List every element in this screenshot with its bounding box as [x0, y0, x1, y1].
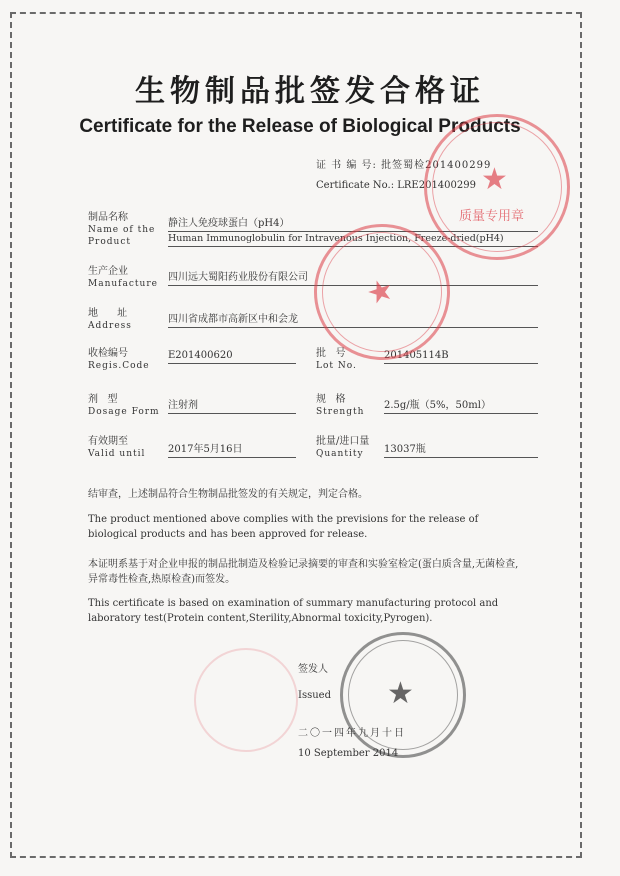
star-icon: ★ — [481, 162, 508, 197]
certificate-number-en-value: LRE201400299 — [397, 180, 476, 191]
basis-cn: 本证明系基于对企业申报的制品批制造及检验记录摘要的审查和实验室检定(蛋白质含量,无菌检查,异常毒性检查,热原检查)而签发。 — [88, 559, 519, 585]
lot-no-value: 201405114B — [384, 350, 538, 364]
issuing-authority-seal-stamp — [340, 632, 466, 758]
manufacture-value: 四川远大蜀阳药业股份有限公司 — [168, 268, 538, 286]
certificate-number-en-label: Certificate No.: — [316, 180, 395, 191]
manufacture-label: 生产企业 Manufacture — [88, 266, 158, 289]
title-english: Certificate for the Release of Biological Products — [79, 116, 521, 137]
product-name-en-value: Human Immunoglobulin for Intravenous Injection, Freeze-dried(pH4) — [168, 233, 538, 247]
dosage-form-value: 注射剂 — [168, 396, 296, 414]
certificate-number-cn-label: 证 书 编 号: — [316, 160, 377, 171]
basis-en: This certificate is based on examination of summary manufacturing protocol and laboratory test(Protein content,Sterility,Abnormal toxicity,Pyrogen). — [88, 598, 499, 624]
address-value: 四川省成都市高新区中和会龙 — [168, 310, 538, 328]
star-icon: ★ — [387, 676, 414, 711]
quality-seal-stamp — [424, 114, 570, 260]
valid-until-value: 2017年5月16日 — [168, 440, 296, 458]
quantity-label: 批量/进口量 Quantity — [316, 436, 370, 459]
certificate-number-cn-value: 批签蜀检201400299 — [381, 160, 492, 171]
address-label: 地 址 Address — [88, 308, 132, 331]
issuer-cn: 签发人 — [298, 664, 328, 675]
conclusion-cn: 结审查，上述制品符合生物制品批签发的有关规定，判定合格。 — [88, 489, 368, 500]
title-chinese: 生物制品批签发合格证 — [135, 74, 485, 109]
strength-label: 规 格 Strength — [316, 394, 365, 417]
issue-date-en: 10 September 2014 — [298, 748, 399, 759]
conclusion-en: The product mentioned above complies with the previsions for the release of biological products and has been approved for release. — [88, 514, 479, 540]
product-name-label: 制品名称 Name of the Product — [88, 212, 156, 247]
faint-seal-stamp — [194, 648, 298, 752]
issuer-en: Issued — [298, 690, 331, 701]
star-icon: ★ — [362, 271, 399, 313]
strength-value: 2.5g/瓶（5%，50ml） — [384, 396, 538, 414]
quantity-value: 13037瓶 — [384, 440, 538, 458]
regis-code-value: E201400620 — [168, 350, 296, 364]
dosage-form-label: 剂 型 Dosage Form — [88, 394, 160, 417]
issue-date-cn: 二〇一四年九月十日 — [298, 728, 406, 739]
quality-seal-text: 质量专用章 — [459, 209, 525, 224]
lot-no-label: 批 号 Lot No. — [316, 348, 357, 371]
regis-code-label: 收检编号 Regis.Code — [88, 348, 150, 371]
product-name-cn-value: 静注人免疫球蛋白（pH4） — [168, 214, 538, 232]
valid-until-label: 有效期至 Valid until — [88, 436, 146, 459]
